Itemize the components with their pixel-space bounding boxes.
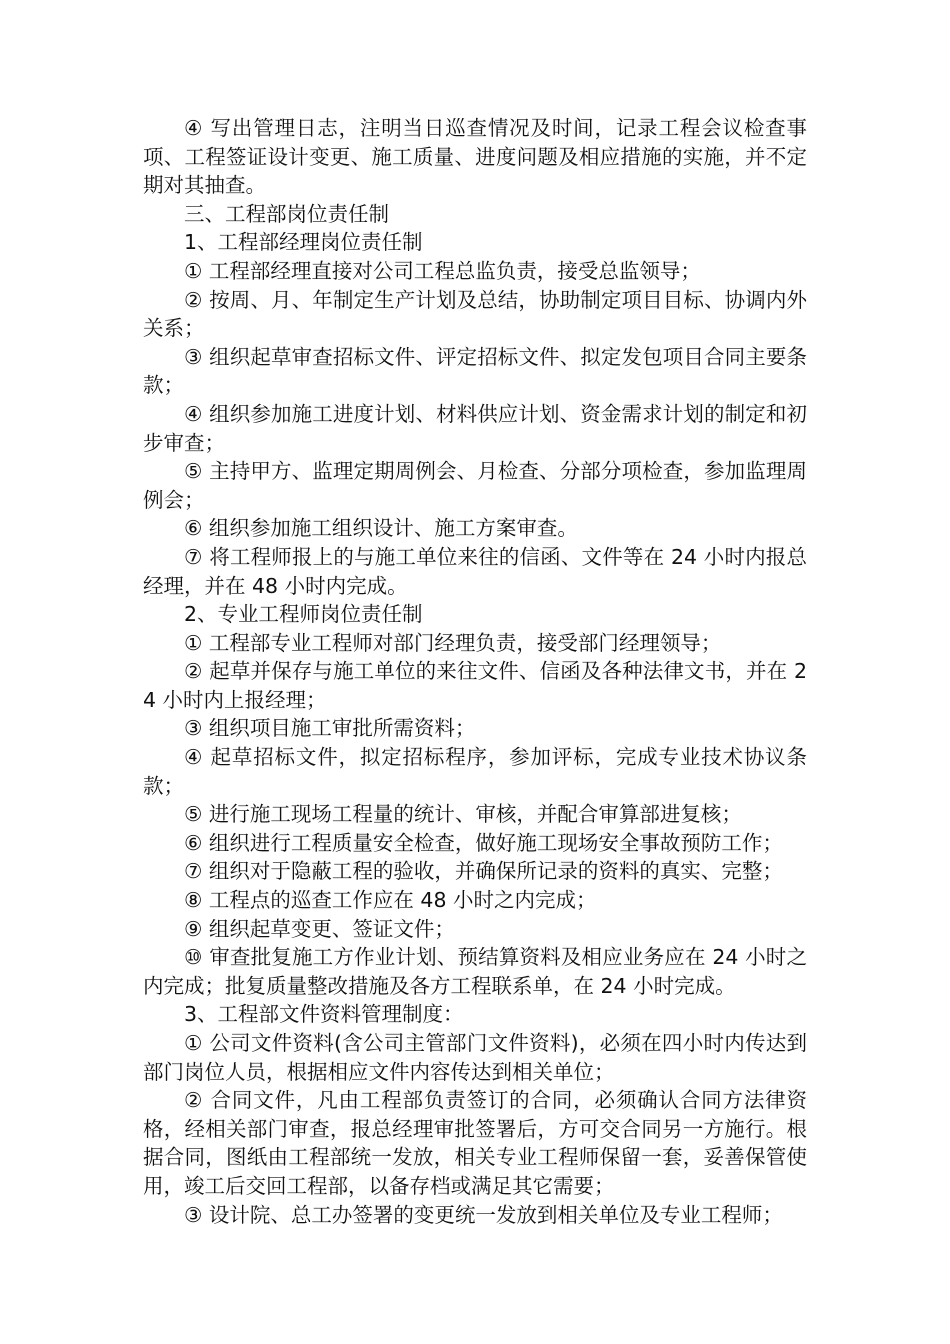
paragraph-16: ⑤ 进行施工现场工程量的统计、审核，并配合审算部进复核； — [184, 802, 742, 827]
paragraph-9: ⑥ 组织参加施工组织设计、施工方案审查。 — [184, 516, 578, 541]
paragraph-24: ② 合同文件，凡由工程部负责签订的合同，必须确认合同方法律资格，经相关部门审查，报总经理审批签署后，方可交合同另一方施行。根据合同，图纸由工程部统一发放，相关专业工程师保留一套，妥善保管使用，竣工后交回工程部，以备存档或满足其它需要； — [143, 1088, 807, 1198]
subsection-heading-1: 1、工程部经理岗位责任制 — [184, 230, 423, 255]
paragraph-8: ⑤ 主持甲方、监理定期周例会、月检查、分部分项检查，参加监理周例会； — [143, 459, 807, 512]
subsection-heading-2: 2、专业工程师岗位责任制 — [184, 602, 423, 627]
paragraph-18: ⑦ 组织对于隐蔽工程的验收，并确保所记录的资料的真实、完整； — [184, 859, 783, 884]
paragraph-10: ⑦ 将工程师报上的与施工单位来往的信函、文件等在 24 小时内报总经理，并在 48 小时内完成。 — [143, 544, 807, 598]
paragraph-7: ④ 组织参加施工进度计划、材料供应计划、资金需求计划的制定和初步审查； — [143, 401, 807, 455]
paragraph-1: ④ 写出管理日志，注明当日巡查情况及时间，记录工程会议检查事项、工程签证设计变更、施工质量、进度问题及相应措施的实施，并不定期对其抽查。 — [143, 116, 807, 198]
paragraph-6: ③ 组织起草审查招标文件、评定招标文件、拟定发包项目合同主要条款； — [143, 344, 807, 398]
subsection-heading-3: 3、工程部文件资料管理制度： — [184, 1002, 464, 1027]
paragraph-5: ② 按周、月、年制定生产计划及总结，协助制定项目目标、协调内外关系； — [143, 287, 807, 341]
document-body — [143, 114, 807, 1229]
section-heading-3: 三、工程部岗位责任制 — [184, 201, 389, 226]
paragraph-15: ④ 起草招标文件，拟定招标程序，参加评标，完成专业技术协议条款； — [143, 745, 807, 798]
paragraph-25: ③ 设计院、总工办签署的变更统一发放到相关单位及专业工程师； — [184, 1202, 783, 1227]
paragraph-4: ① 工程部经理直接对公司工程总监负责，接受总监领导； — [184, 258, 701, 283]
paragraph-13: ② 起草并保存与施工单位的来往文件、信函及各种法律文书，并在 24 小时内上报经理； — [143, 659, 807, 712]
paragraph-17: ⑥ 组织进行工程质量安全检查，做好施工现场安全事故预防工作； — [184, 830, 783, 855]
paragraph-23: ① 公司文件资料(含公司主管部门文件资料)，必须在四小时内传达到部门岗位人员，根据相应文件内容传达到相关单位； — [143, 1031, 807, 1084]
paragraph-21: ⑩ 审查批复施工方作业计划、预结算资料及相应业务应在 24 小时之内完成；批复质量整改措施及各方工程联系单，在 24 小时完成。 — [143, 945, 807, 998]
paragraph-19: ⑧ 工程点的巡查工作应在 48 小时之内完成； — [184, 888, 597, 913]
paragraph-12: ① 工程部专业工程师对部门经理负责，接受部门经理领导； — [184, 630, 722, 655]
paragraph-20: ⑨ 组织起草变更、签证文件； — [184, 916, 455, 941]
paragraph-14: ③ 组织项目施工审批所需资料； — [184, 716, 476, 741]
